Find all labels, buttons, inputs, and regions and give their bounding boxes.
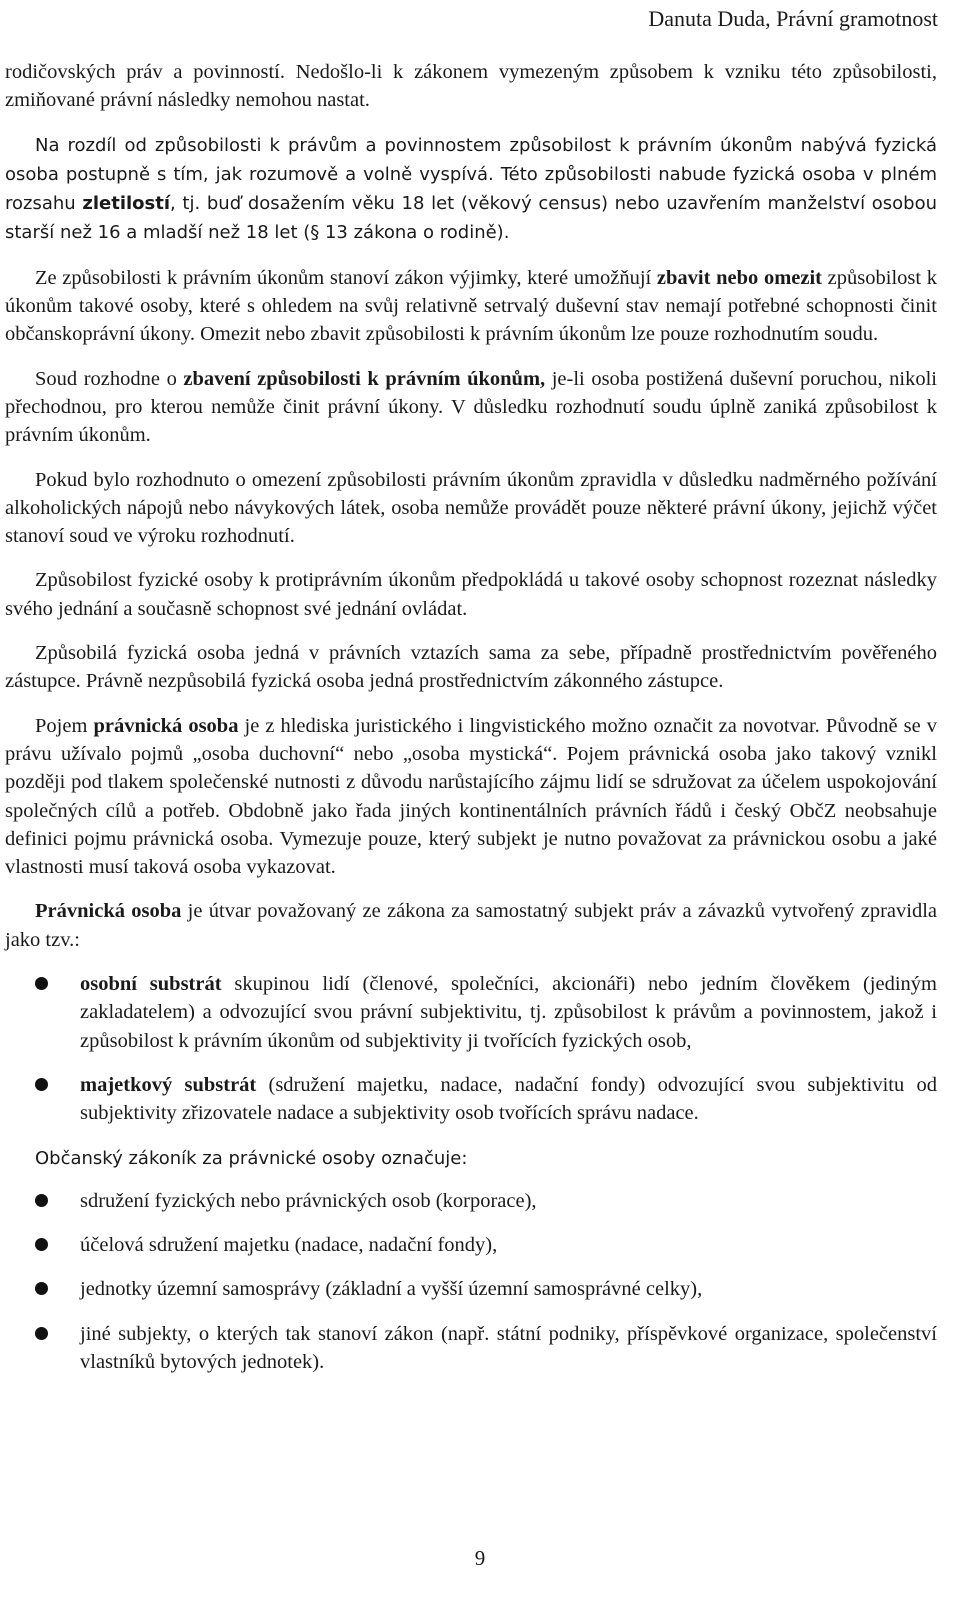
bullet-icon xyxy=(35,1327,48,1340)
list-item xyxy=(5,1275,937,1303)
paragraph-exceptions xyxy=(5,264,937,349)
list-item-text: sdružení fyzických nebo právnických osob (korporace), xyxy=(80,1189,537,1212)
bullet-icon xyxy=(35,1282,48,1295)
paragraph-text: , tj. buď dosažením věku 18 let (věkový census) nebo uzavřením manželství osobou starší než 16 a mladší než 18 let (§ 13 zákona o rodině). xyxy=(5,193,937,244)
paragraph-delict-capacity xyxy=(5,566,937,623)
list-item xyxy=(5,1071,937,1128)
emphasis-term: osobní substrát xyxy=(80,973,222,996)
paragraph-text: rodičovských práv a povinností. Nedošlo-li k zákonem vymezeným způsobem k vzniku této způsobilosti, zmiňované právní následky nemohou nastat. xyxy=(5,61,937,112)
page-number: 9 xyxy=(474,1546,486,1570)
list-item xyxy=(5,1320,937,1377)
paragraph-limitation xyxy=(5,466,937,551)
emphasis-term: zbavení způsobilosti k právním úkonům, xyxy=(183,367,546,390)
paragraph-legal-entity-definition xyxy=(5,897,937,954)
bullet-icon xyxy=(35,977,48,990)
paragraph-text: je z hlediska juristického i lingvistického možno označit za novotvar. Původně se v právu užívalo pojmů „osoba duchovní“ nebo „osoba mystická“. Pojem právnická osoba jako takový vznikl později pod tlakem společenské nutnosti z důvodu narůstajícího zájmu lidí se sdružovat za účelem uspokojování společných cílů a potřeb. Obdobně jako řada jiných kontinentálních právních řádů i český ObčZ neobsahuje definici pojmu právnická osoba. Vymezuje pouze, který subjekt je nutno považovat za právnickou osobu a jaké vlastnosti musí taková osoba vykazovat. xyxy=(5,714,937,879)
paragraph-deprivation xyxy=(5,365,937,450)
paragraph-text: je útvar považovaný ze zákona za samostatný subjekt práv a závazků vytvořený zpravidla jako tzv.: xyxy=(5,900,937,951)
paragraph-text: Ze způsobilosti k právním úkonům stanoví zákon výjimky, které umožňují xyxy=(35,266,657,289)
paragraph-legal-capacity xyxy=(5,131,937,248)
substrate-list xyxy=(5,970,937,1127)
list-item-text: (sdružení majetku, nadace, nadační fondy) odvozující svou subjektivitu od subjektivity zřizovatele nadace a subjektivity osob tvořících správu nadace. xyxy=(80,1073,937,1125)
list-item-text: jiné subjekty, o kterých tak stanoví zákon (např. státní podniky, příspěvkové organizace, společenství vlastníků bytových jednotek). xyxy=(80,1322,937,1373)
list-item-text: skupinou lidí (členové, společníci, akcionáři) nebo jedním člověkem (jediným zakladatelem) a odvozující svou právní subjektivitu, tj. způsobilost k právům a povinnostem, jakož i způsobilost k právním úkonům od subjektivity ji tvořících fyzických osob, xyxy=(80,973,937,1052)
paragraph-text: Soud rozhodne o xyxy=(35,367,184,390)
paragraph-text: Na rozdíl od způsobilosti k právům a povinnostem způsobilost k právním úkonům nabývá fyzická osoba postupně s tím, jak rozumově a volně vyspívá. Této způsobilosti nabude fyzická osoba v plném rozsahu xyxy=(5,134,937,215)
emphasis-term: Právnická osoba xyxy=(35,900,182,923)
paragraph-text: Občanský zákoník za právnické osoby označuje: xyxy=(35,1147,468,1169)
paragraph-text: Pokud bylo rozhodnuto o omezení způsobilosti právním úkonům zpravidla v důsledku nadměrného požívání alkoholických nápojů nebo návykových látek, osoba nemůže provádět pouze některé právní úkony, jejichž výčet stanoví soud ve výroku rozhodnutí. xyxy=(5,468,937,548)
paragraph-representation xyxy=(5,639,937,696)
emphasis-term: majetkový substrát xyxy=(80,1073,257,1096)
list-item xyxy=(5,1231,937,1259)
list-item-text: jednotky územní samosprávy (základní a vyšší územní samosprávné celky), xyxy=(80,1278,703,1301)
list-item-text: účelová sdružení majetku (nadace, nadační fondy), xyxy=(80,1234,498,1257)
list-item xyxy=(5,970,937,1055)
paragraph-legal-entity-concept xyxy=(5,712,937,882)
emphasis-term: zletilostí xyxy=(82,193,171,215)
bullet-icon xyxy=(35,1078,48,1091)
paragraph-civil-code-intro xyxy=(5,1144,937,1173)
emphasis-term: právnická osoba xyxy=(93,714,239,737)
emphasis-term: zbavit nebo omezit xyxy=(656,266,822,289)
paragraph-text: způsobilost k úkonům takové osoby, které s ohledem na svůj relativně setrvalý duševní stav nemají potřebné schopnosti činit občanskoprávní úkony. Omezit nebo zbavit způsobilosti k právním úkonům lze pouze rozhodnutím soudu. xyxy=(5,266,937,346)
paragraph-continuation xyxy=(5,58,937,115)
paragraph-text: je-li osoba postižená duševní poruchou, nikoli přechodnou, pro kterou nemůže činit právní úkony. V důsledku rozhodnutí soudu úplně zaniká způsobilost k právním úkonům. xyxy=(5,367,937,447)
paragraph-text: Způsobilost fyzické osoby k protiprávním úkonům předpokládá u takové osoby schopnost rozeznat následky svého jednání a současně schopnost své jednání ovládat. xyxy=(5,569,937,620)
paragraph-text: Pojem xyxy=(35,714,94,737)
list-item xyxy=(5,1187,937,1215)
bullet-icon xyxy=(35,1194,48,1207)
document-body xyxy=(5,58,937,1392)
paragraph-text: Způsobilá fyzická osoba jedná v právních vztazích sama za sebe, případně prostřednictvím pověřeného zástupce. Právně nezpůsobilá fyzická osoba jedná prostřednictvím zákonného zástupce. xyxy=(5,642,937,693)
running-header: Danuta Duda, Právní gramotnost xyxy=(648,6,938,31)
bullet-icon xyxy=(35,1238,48,1251)
legal-entity-types-list xyxy=(5,1187,937,1376)
